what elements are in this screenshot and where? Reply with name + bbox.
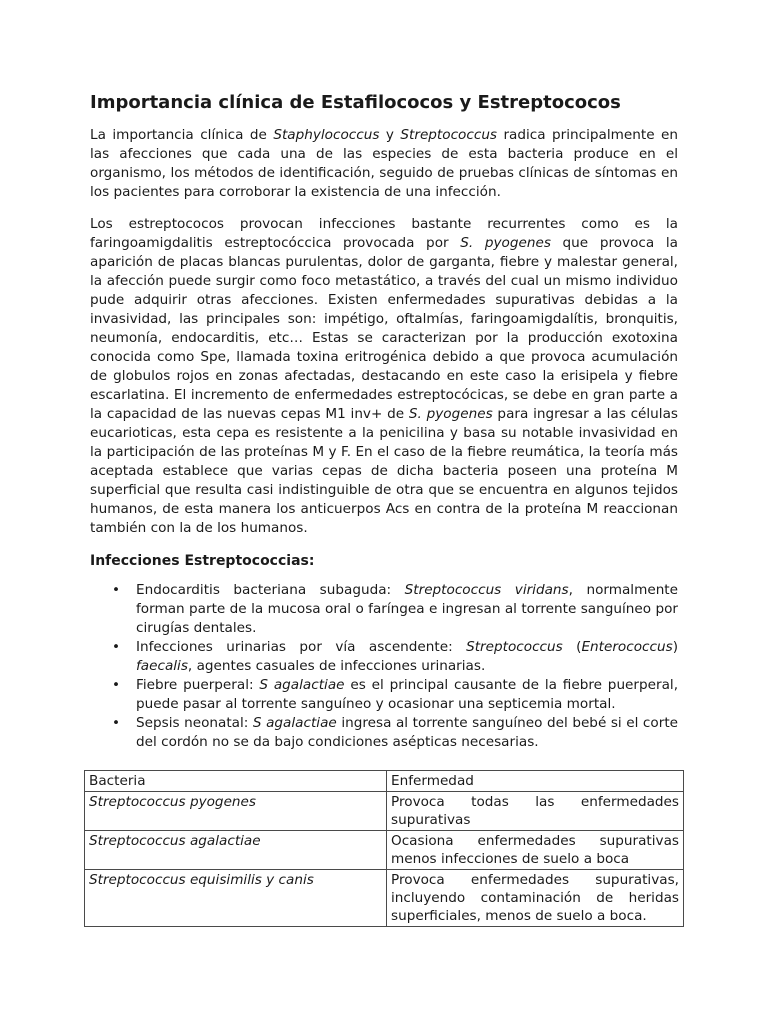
para2-species-2: S. pyogenes	[408, 406, 493, 422]
table-row	[85, 831, 684, 870]
table-cell-bacteria: Streptococcus agalactiae	[85, 831, 387, 870]
list-item: • Fiebre puerperal: S agalactiae es el principal causante de la fiebre puerperal, puede pasar al torrente sanguíneo y ocasionar una septicemia mortal.	[112, 677, 679, 712]
table-cell-bacteria: Streptococcus equisimilis y canis	[85, 870, 387, 927]
intro-staphylococcus: Staphylococcus	[273, 127, 380, 143]
intro-streptococcus: Streptococcus	[400, 127, 498, 143]
header-enfermedad: Enfermedad	[387, 771, 684, 792]
table-row	[85, 792, 684, 831]
section-heading: Infecciones Estreptococcias:	[90, 553, 315, 569]
document-body	[90, 92, 678, 766]
infections-list	[90, 581, 678, 752]
list-item: • Endocarditis bacteriana subaguda: Streptococcus viridans, normalmente forman parte de la mucosa oral o faríngea e ingresan al torrente sanguíneo por cirugías dentales.	[112, 582, 678, 636]
header-bacteria: Bacteria	[85, 771, 387, 792]
intro-paragraph	[90, 126, 678, 202]
table-cell-disease: Provoca todas las enfermedades supurativas	[387, 792, 684, 831]
table-row	[85, 870, 684, 927]
bullet-icon: •	[112, 639, 121, 655]
para2-text-3: para ingresar a las células eucarioticas, esta cepa es resistente a la penicilina y basa su notable invasividad en la participación de las proteínas M y F. En el caso de la fiebre reumática, la teoría más aceptada establece que varias cepas de dicha bacteria poseen una proteína M superficial que resulta casi indistinguible de otra que se encuentra en algunos tejidos humanos, de esta manera los anticuerpos Acs en contra de la proteína M reaccionan también con la de los humanos.	[90, 406, 678, 536]
para2-species-1: S. pyogenes	[460, 235, 551, 251]
bullet-icon: •	[112, 582, 121, 598]
bullet-icon: •	[112, 715, 121, 731]
page-title: Importancia clínica de Estafilococos y Estreptococos	[90, 92, 621, 113]
intro-text-2: y	[379, 127, 401, 143]
table-cell-disease: Provoca enfermedades supurativas, incluyendo contaminación de heridas superficiales, menos de suelo a boca.	[387, 870, 684, 927]
intro-text-3: radica principalmente en las afecciones que cada una de las especies de esta bacteria produce en el organismo, los métodos de identificación, seguido de pruebas clínicas de síntomas en los pacientes para corroborar la existencia de una infección.	[90, 127, 678, 200]
para2-text-1: Los estreptococos provocan infecciones bastante recurrentes como es la faringoamigdalitis estreptocóccica provocada por	[90, 216, 678, 251]
table-header-row	[85, 771, 684, 792]
table-cell-disease: Ocasiona enfermedades supurativas menos infecciones de suelo a boca	[387, 831, 684, 870]
streptococci-paragraph	[90, 215, 678, 538]
table-cell-bacteria: Streptococcus pyogenes	[85, 792, 387, 831]
list-item: • Sepsis neonatal: S agalactiae ingresa al torrente sanguíneo del bebé si el corte del cordón no se da bajo condiciones asépticas necesarias.	[112, 715, 679, 750]
para2-text-2: que provoca la aparición de placas blancas purulentas, dolor de garganta, fiebre y malestar general, la afección puede surgir como foco metastático, a través del cual un mismo individuo pude adquirir otras afecciones. Existen enfermedades supurativas debidas a la invasividad, las principales son: impétigo, oftalmías, faringoamigdalítis, bronquitis, neumonía, endocarditis, etc… Estas se caracterizan por la producción exotoxina conocida como Spe, llamada toxina eritrogénica debido a que provoca acumulación de globulos rojos en zonas afectadas, destacando en este caso la erisipela y fiebre escarlatina. El incremento de enfermedades estreptocócicas, se debe en gran parte a la capacidad de las nuevas cepas M1 inv+ de	[90, 235, 678, 422]
bacteria-table	[84, 770, 684, 927]
list-item: • Infecciones urinarias por vía ascendente: Streptococcus (Enterococcus) faecalis, agentes casuales de infecciones urinarias.	[112, 639, 678, 674]
bullet-icon: •	[112, 677, 121, 693]
intro-text-1: La importancia clínica de	[90, 127, 274, 143]
